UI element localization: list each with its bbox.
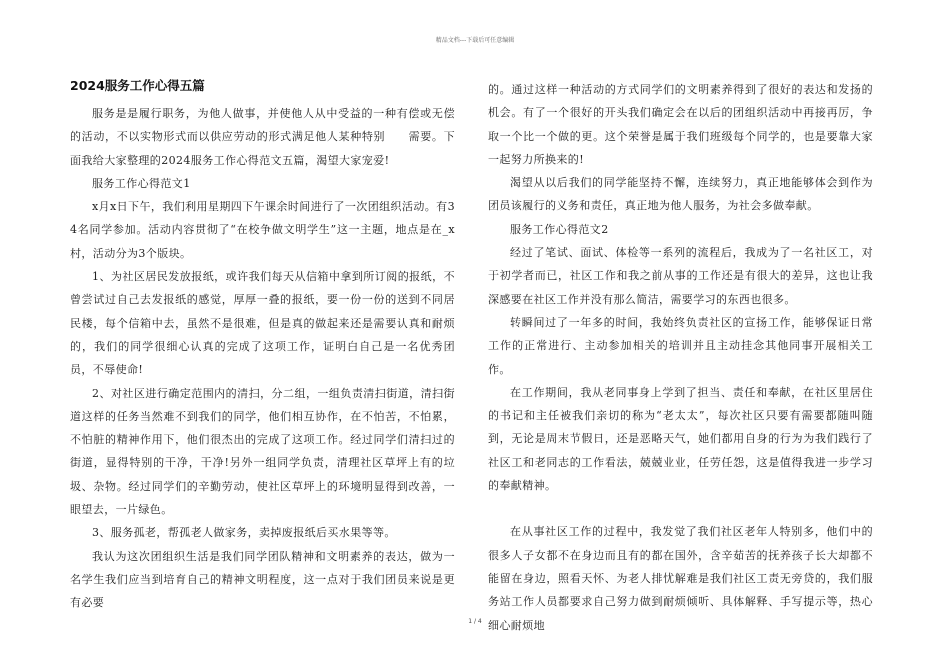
paragraph: 3、服务孤老，帮孤老人做家务，卖掉废报纸后买水果等等。 [92, 526, 396, 540]
left-column [70, 78, 455, 615]
document-title: 2024服务工作心得五篇 [70, 78, 205, 93]
right-column [488, 78, 873, 637]
paragraph: 2、对社区进行确定范围内的清扫，分二组，一组负责清扫街道，清扫街道这样的任务当然难不到我们的同学，他们相互协作，在不怕苦，不怕累，不怕脏的精神作用下，他们很杰出的完成了这项工作。经过同学们清扫过的街道，显得特别的干净，干净!另外一组同学负责，清理社区草坪上有的垃圾、杂物。经过同学们的辛勤劳动，使社区草坪上的环境明显得到改善，一眼望去，一片绿色。 [70, 386, 455, 517]
paragraph: 转瞬间过了一年多的时间，我始终负责社区的宣扬工作，能够保证日常工作的正常进行、主动参加相关的培训并且主动挂念其他同事开展相关工作。 [488, 315, 873, 376]
paragraph: 在从事社区工作的过程中，我发觉了我们社区老年人特别多，他们中的很多人子女都不在身边而且有的都在国外，含辛茹苦的抚养孩子长大却都不能留在身边，照看天怀、为老人排忧解难是我们社区工责无旁贷的，我们服务站工作人员都要求自己努力做到耐烦倾听、具体解释、手写提示等，热心细心耐烦地 [488, 525, 873, 632]
page-number: 1 / 4 [468, 618, 482, 625]
page-header: 精品文档---下载后可任意编辑 [435, 37, 515, 44]
paragraph: 1、为社区居民发放报纸，或许我们每天从信箱中拿到所订阅的报纸，不曾尝试过自己去发报纸的感觉，厚厚一叠的报纸，要一份一份的送到不同居民楼，每个信箱中去，虽然不是很难，但是真的做起来还是需要认真和耐烦的，我们的同学很细心认真的完成了这项工作，证明白自己是一名优秀团员，不辱使命! [70, 270, 455, 377]
intro-paragraph: 服务是是履行职务，为他人做事，并使他人从中受益的一种有偿或无偿的活动，不以实物形式而以供应劳动的形式满足他人某种特别 需要。下面我给大家整理的2024服务工作心得范文五篇，渴望大家宠爱! [70, 107, 455, 167]
section-heading-2: 服务工作心得范文2 [510, 222, 609, 236]
paragraph: 我认为这次团组织生活是我们同学团队精神和文明素养的表达，做为一名学生我们应当到培育自己的精神文明程度，这一点对于我们团员来说是更有必要 [70, 549, 455, 610]
spacer [488, 497, 873, 520]
paragraph: 经过了笔试、面试、体检等一系列的流程后，我成为了一名社区工，对于初学者而已，社区工作和我之前从事的工作还是有很大的差异，这也让我深感要在社区工作并没有那么简洁，需要学习的东西也很多。 [488, 246, 873, 306]
paragraph: 在工作期间，我从老同事身上学到了担当、责任和奉献，在社区里居住的书记和主任被我们亲切的称为“老太太”，每次社区只要有需要都随叫随到，无论是周末节假日，还是恶略天气，她们都用自身的行为为我们践行了社区工和老同志的工作看法，兢兢业业，任劳任怨，这是值得我进一步学习的奉献精神。 [488, 385, 873, 493]
paragraph: 渴望从以后我们的同学能坚持不懈，连续努力，真正地能够体会到作为团员该履行的义务和责任，真正地为他人服务，为社会多做奉献。 [488, 176, 873, 213]
paragraph: x月x日下午，我们利用星期四下午课余时间进行了一次团组织活动。有34名同学参加。活动内容贯彻了“在校争做文明学生”这一主题，地点是在_x村，活动分为3个版块。 [70, 200, 455, 260]
continued-paragraph: 的。通过这样一种活动的方式同学们的文明素养得到了很好的表达和发扬的机会。有了一个很好的开头我们确定会在以后的团组织活动中再接再厉，争取一个比一个做的更。这个荣誉是属于我们班级每个同学的，也是要靠大家一起努力所换来的! [488, 83, 873, 166]
section-heading-1: 服务工作心得范文1 [92, 176, 191, 190]
